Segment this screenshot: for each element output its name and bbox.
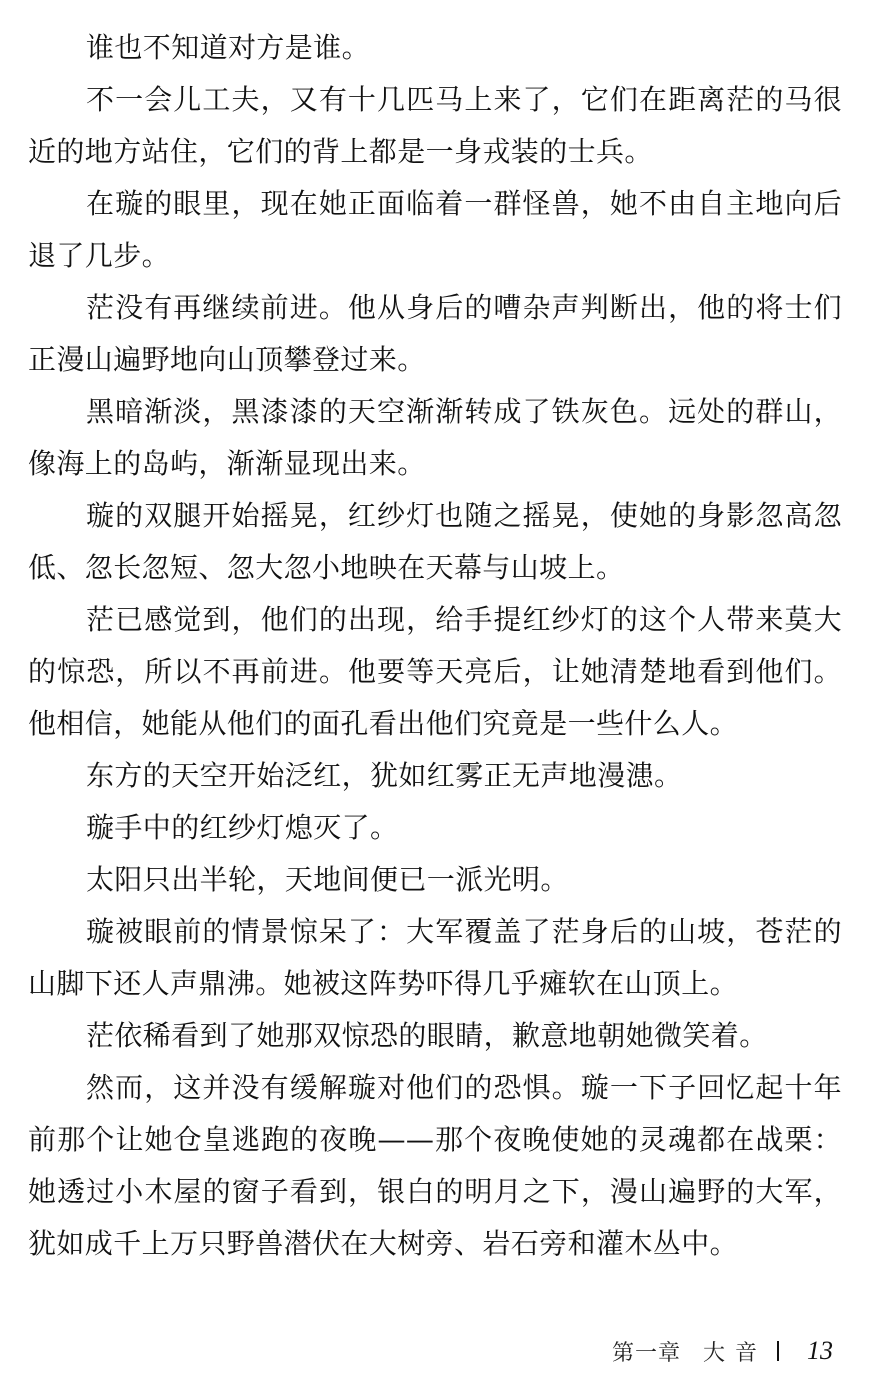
paragraph: 然而，这并没有缓解璇对他们的恐惧。璇一下子回忆起十年前那个让她仓皇逃跑的夜晚——那个夜晚使她的灵魂都在战栗：她透过小木屋的窗子看到，银白的明月之下，漫山遍野的大军，犹如成千上万只野兽潜伏在大树旁、岩石旁和灌木丛中。 bbox=[28, 1071, 842, 1260]
chapter-label: 第一章 bbox=[612, 1340, 682, 1366]
paragraph: 璇手中的红纱灯熄灭了。 bbox=[86, 811, 399, 844]
paragraph: 璇的双腿开始摇晃，红纱灯也随之摇晃，使她的身影忽高忽低、忽长忽短、忽大忽小地映在天幕与山坡上。 bbox=[28, 499, 842, 584]
paragraph: 茫依稀看到了她那双惊恐的眼睛，歉意地朝她微笑着。 bbox=[86, 1019, 768, 1052]
chapter-title: 大音 bbox=[703, 1340, 768, 1366]
page-body bbox=[28, 22, 842, 1270]
paragraph: 茫没有再继续前进。他从身后的嘈杂声判断出，他的将士们正漫山遍野地向山顶攀登过来。 bbox=[28, 291, 842, 376]
paragraph: 东方的天空开始泛红，犹如红雾正无声地漫漶。 bbox=[86, 759, 683, 792]
paragraph: 茫已感觉到，他们的出现，给手提红纱灯的这个人带来莫大的惊恐，所以不再前进。他要等天亮后，让她清楚地看到他们。他相信，她能从他们的面孔看出他们究竟是一些什么人。 bbox=[28, 603, 842, 740]
paragraph: 谁也不知道对方是谁。 bbox=[86, 31, 371, 64]
paragraph: 璇被眼前的情景惊呆了：大军覆盖了茫身后的山坡，苍茫的山脚下还人声鼎沸。她被这阵势吓得几乎瘫软在山顶上。 bbox=[28, 915, 842, 1000]
footer-divider bbox=[777, 1341, 779, 1361]
page-footer bbox=[612, 1334, 833, 1368]
page-number: 13 bbox=[807, 1336, 834, 1365]
paragraph: 不一会儿工夫，又有十几匹马上来了，它们在距离茫的马很近的地方站住，它们的背上都是一身戎装的士兵。 bbox=[28, 83, 842, 168]
paragraph: 黑暗渐淡，黑漆漆的天空渐渐转成了铁灰色。远处的群山，像海上的岛屿，渐渐显现出来。 bbox=[28, 395, 842, 480]
paragraph: 在璇的眼里，现在她正面临着一群怪兽，她不由自主地向后退了几步。 bbox=[28, 187, 842, 272]
paragraph: 太阳只出半轮，天地间便已一派光明。 bbox=[86, 863, 569, 896]
